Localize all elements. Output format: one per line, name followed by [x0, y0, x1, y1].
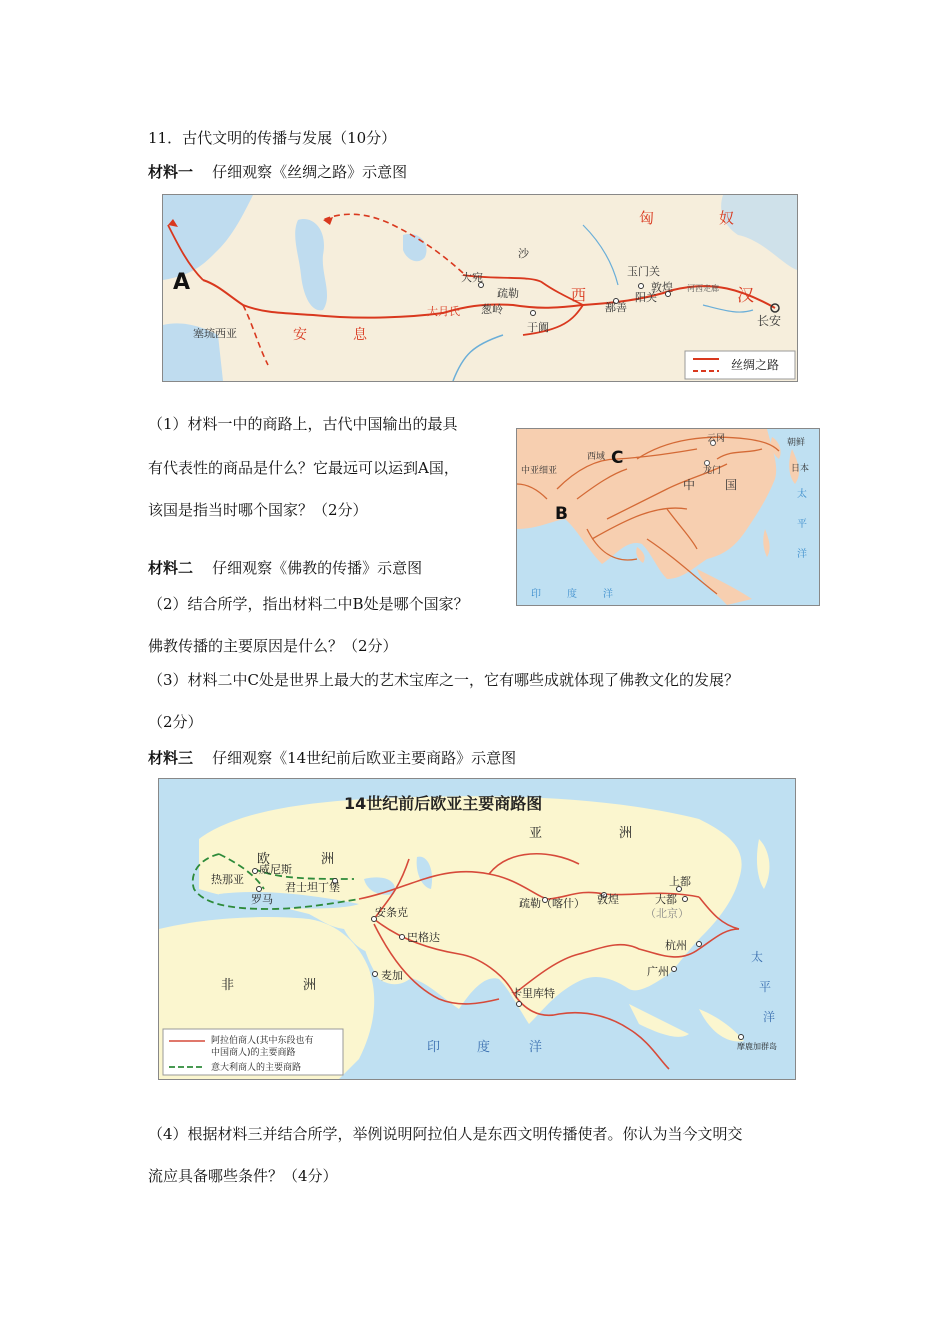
map1-label-dayuezhi: 大月氏: [427, 305, 460, 318]
map3-label-kashgar: 疏勒（喀什）: [519, 897, 585, 910]
map1-label-changan: 长安: [757, 314, 782, 328]
buddhism-map: [516, 428, 820, 606]
map3-label-dunhuang: 敦煌: [597, 893, 619, 906]
map2-label-b: B: [555, 504, 568, 524]
map1-label-dawan: 大宛: [461, 271, 483, 284]
map1-label-yangguan: 阳关: [635, 291, 657, 304]
map3-label-guangzhou: 广州: [647, 965, 669, 978]
silk-road-map: [162, 194, 798, 382]
map1-label-yumenguan: 玉门关: [627, 265, 660, 278]
map1-label-dunhuang: 敦煌: [651, 281, 673, 294]
material1-text: 仔细观察《丝绸之路》示意图: [212, 163, 408, 181]
map3-label-genoa: 热那亚: [211, 873, 244, 886]
map1-label-xiongnu1: 匈: [639, 209, 655, 227]
q3-line-1: （3）材料二中C处是世界上最大的艺术宝库之一，它有哪些成就体现了佛教文化的发展？: [148, 671, 740, 689]
map3-label-antioch: 安条克: [375, 906, 408, 919]
map2-label-chaoxian: 朝鲜: [787, 438, 806, 448]
q1-line-2: 有代表性的商品是什么？它最远可以运到A国，: [148, 459, 459, 477]
material2-heading: [148, 558, 422, 578]
map2-label-du: 度: [567, 589, 577, 600]
map1-label-xiongnu2: 奴: [719, 209, 735, 227]
map3-label-shangdu: 上都: [669, 875, 691, 888]
map2-label-yungang: 云冈: [707, 434, 726, 444]
map3-label-zhou3: 洲: [303, 978, 317, 993]
map3-label-calicut: 卡里库特: [511, 987, 555, 1000]
material2-label: 材料二: [148, 559, 194, 577]
map3-label-baghdad: 巴格达: [407, 931, 440, 944]
q4-line-2: 流应具备哪些条件？（4分）: [148, 1167, 338, 1185]
q2-line-2: 佛教传播的主要原因是什么？（2分）: [148, 637, 398, 655]
map3-label-ou: 欧: [257, 852, 271, 867]
q4-line-1: （4）根据材料三并结合所学，举例说明阿拉伯人是东西文明传播使者。你认为当今文明交: [148, 1125, 743, 1143]
map2-label-yang2: 洋: [603, 589, 613, 600]
map3-label-ping: 平: [759, 980, 772, 994]
map1-label-han: 汉: [737, 286, 754, 306]
map3-label-yang: 洋: [529, 1040, 543, 1055]
map1-label-hexi: 河西走廊: [687, 284, 719, 293]
map2-label-riben: 日本: [791, 464, 810, 474]
map2-label-zhong: 中: [683, 478, 696, 492]
map3-label-fei: 非: [221, 978, 235, 993]
map2-label-central-asia: 中亚细亚: [521, 466, 558, 476]
map3-label-dadu: 大都: [655, 893, 677, 906]
map2-label-longmen: 龙门: [703, 466, 722, 476]
map3-label-constantinople: 君士坦丁堡: [285, 881, 340, 894]
map2-label-yin: 印: [531, 589, 541, 600]
q1-line-1: （1）材料一中的商路上，古代中国输出的最具: [148, 415, 458, 433]
map3-label-zhou2: 洲: [321, 852, 335, 867]
map3-label-yang2: 洋: [763, 1010, 776, 1024]
material3-heading: [148, 748, 516, 768]
map3-legend-arab-1: 阿拉伯商人(其中东段也有: [211, 1036, 314, 1046]
material3-label: 材料三: [148, 749, 194, 767]
map1-label-shule: 疏勒: [497, 287, 519, 300]
map1-label-syria: 塞琉西亚: [193, 327, 237, 340]
map3-title: 14世纪前后欧亚主要商路图: [344, 794, 543, 813]
map1-legend: 丝绸之路: [731, 358, 780, 372]
map1-label-xi2: 息: [353, 327, 367, 343]
map3-label-moluccas: 摩鹿加群岛: [737, 1042, 777, 1051]
map1-label-congling: 葱岭: [481, 303, 503, 316]
map1-label-a: A: [173, 270, 191, 295]
map3-label-ya: 亚: [529, 826, 543, 841]
material2-text: 仔细观察《佛教的传播》示意图: [212, 559, 423, 577]
map2-label-tai: 太: [797, 489, 807, 500]
trade-route-map: [158, 778, 796, 1080]
map3-label-zhou: 洲: [619, 826, 633, 841]
question-title: 11．古代文明的传播与发展（10分）: [148, 129, 397, 147]
material1-heading: [148, 162, 407, 182]
map1-label-shanshan: 鄯善: [605, 301, 627, 314]
map1-label-an: 安: [293, 327, 307, 343]
map3-label-venice: 威尼斯: [259, 863, 292, 876]
map1-label-sha: 沙: [518, 247, 529, 260]
map3-label-beijing: （北京）: [645, 907, 689, 920]
q3-line-2: （2分）: [148, 713, 203, 731]
map3-label-tai: 太: [751, 950, 764, 964]
map3-legend-italy: 意大利商人的主要商路: [211, 1063, 302, 1073]
material3-text: 仔细观察《14世纪前后欧亚主要商路》示意图: [212, 749, 517, 767]
map3-label-rome: 罗马: [251, 893, 273, 906]
map2-label-c: C: [611, 448, 624, 468]
map2-label-xiyu: 西域: [587, 452, 606, 462]
map2-label-yang: 洋: [797, 549, 807, 560]
material1-label: 材料一: [148, 163, 194, 181]
map3-label-du: 度: [477, 1040, 491, 1055]
q1-line-3: 该国是指当时哪个国家？（2分）: [148, 501, 368, 519]
q2-line-1: （2）结合所学，指出材料二中B处是哪个国家？: [148, 595, 469, 613]
map1-label-xi: 西: [571, 286, 587, 304]
map3-label-yin: 印: [427, 1040, 441, 1055]
map3-label-hangzhou: 杭州: [665, 939, 687, 952]
map2-label-guo: 国: [725, 478, 738, 492]
map2-label-ping: 平: [797, 519, 807, 530]
map3-legend-arab-2: 中国商人)的主要商路: [211, 1048, 296, 1058]
map1-label-yutian: 于阗: [527, 321, 549, 334]
map3-label-mecca: 麦加: [381, 969, 403, 982]
